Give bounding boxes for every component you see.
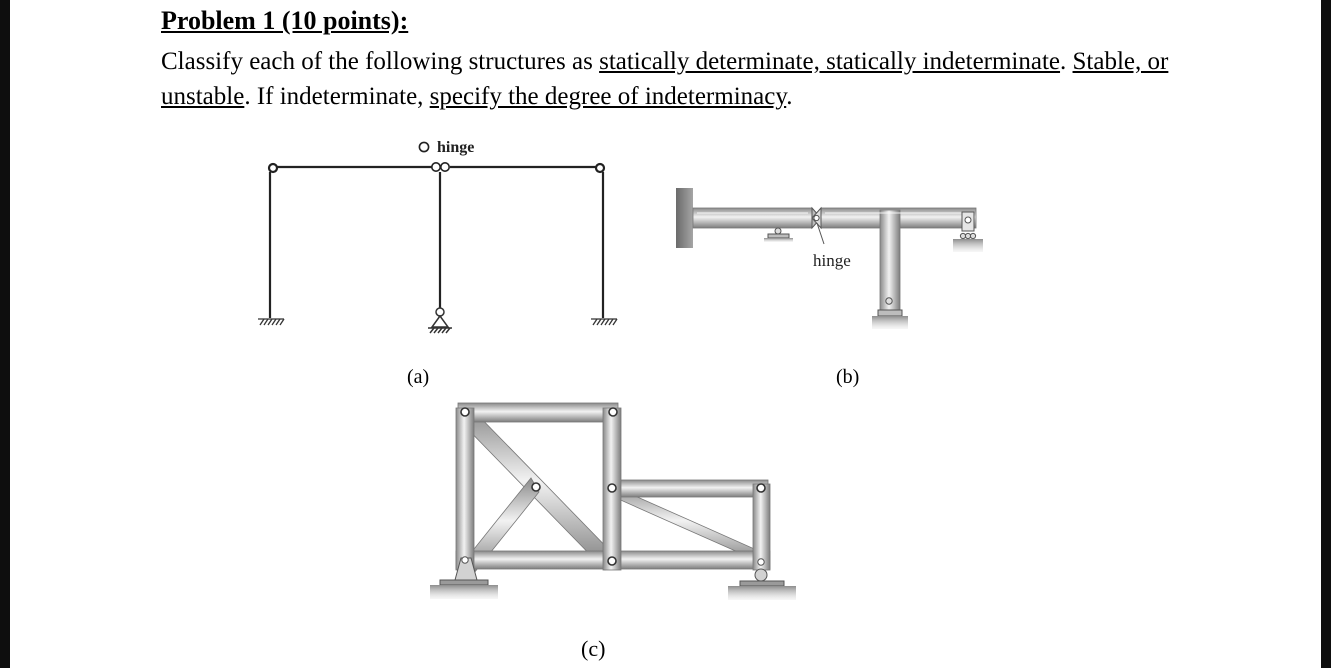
caption-b: (b)	[836, 366, 860, 388]
statement-text-2: . If indeterminate,	[244, 83, 430, 110]
frame-a	[269, 164, 604, 318]
caption-a: (a)	[407, 366, 430, 388]
caption-c: (c)	[581, 636, 606, 661]
statement-term-degree: specify the degree of indeterminacy	[429, 83, 787, 110]
fixed-wall-icon	[676, 188, 693, 248]
statement-text: Classify each of the following structures as	[161, 48, 600, 75]
fixed-support-left-icon	[258, 319, 284, 325]
hinge-icon	[432, 163, 449, 171]
hinge-legend-icon	[419, 142, 428, 151]
figure-a	[258, 139, 617, 333]
figure-c	[430, 403, 796, 600]
statement-period: .	[786, 83, 793, 110]
hinge-label-a: hinge	[437, 139, 475, 156]
pin-support-b-bottom-icon	[872, 298, 908, 329]
pin-support-icon	[428, 308, 452, 333]
hinge-b-icon	[812, 208, 821, 228]
figure-b	[676, 188, 983, 329]
problem-title: Problem 1 (10 points):	[161, 6, 409, 35]
hinge-label-b: hinge	[813, 251, 851, 270]
statement-separator: .	[1060, 48, 1073, 75]
page	[10, 0, 1321, 668]
roller-support-b1-icon	[764, 228, 793, 242]
statement-term-stability: Stable, or unstable	[161, 48, 1169, 110]
figures-canvas	[10, 0, 1321, 668]
fixed-support-right-icon	[591, 319, 617, 325]
statement-term-determinacy: statically determinate, statically indeterminate	[599, 48, 1061, 75]
